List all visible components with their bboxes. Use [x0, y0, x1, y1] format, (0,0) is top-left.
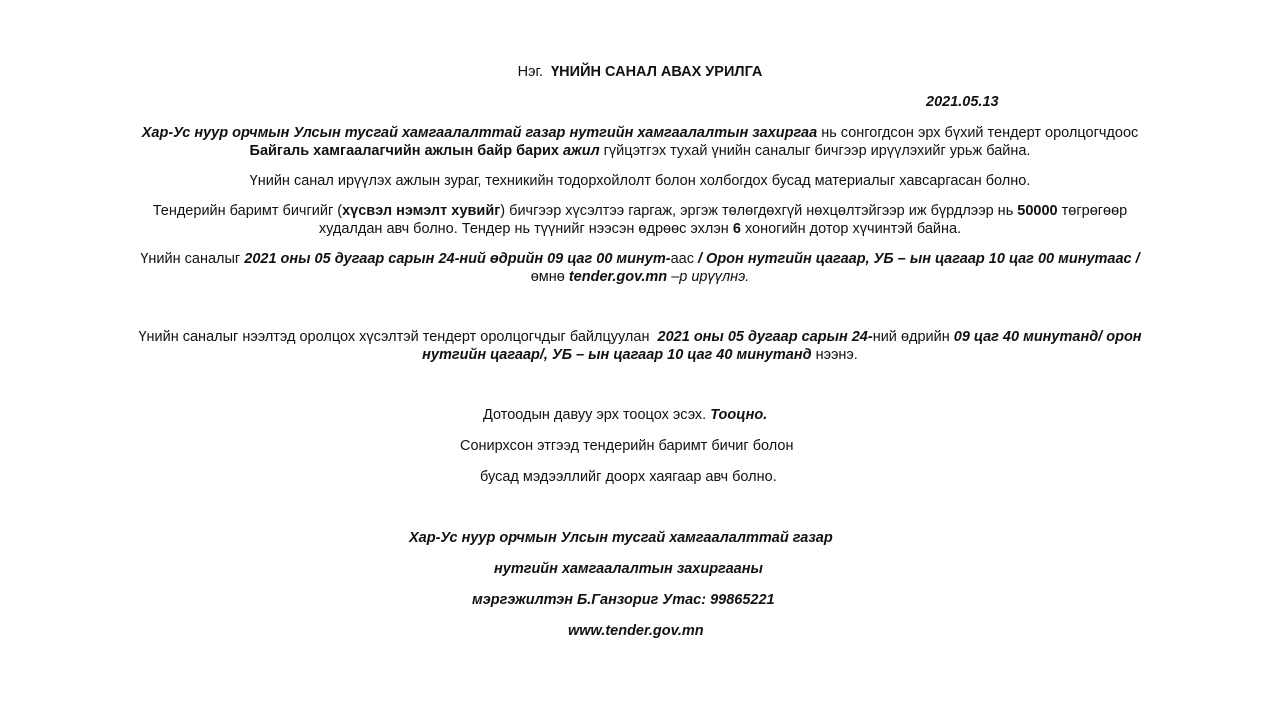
intro-text-1: нь сонгогдсон эрх бүхий тендерт оролцогчдоос: [821, 125, 1139, 141]
documents-validity-days: 6: [732, 221, 741, 237]
opening-text-3: нээнэ.: [815, 347, 858, 363]
submission-paragraph: [80, 250, 1200, 286]
materials-paragraph: Үнийн санал ирүүлэх ажлын зураг, техникийн тодорхойлолт болон холбогдох бусад материалыг хавсаргасан болно.: [249, 173, 1031, 189]
documents-text-3: төгрөгөөр: [1061, 203, 1128, 219]
submission-text-3: өмнө: [530, 269, 565, 285]
contact-org-line-2: нутгийн хамгаалалтын захиргааны: [494, 561, 763, 577]
opening-paragraph: [80, 328, 1200, 364]
intro-text-2: гүйцэтгэх тухай үнийн саналыг бичгээр ирүүлэхийг урьж байна.: [603, 143, 1031, 159]
submission-text-2: аас: [670, 251, 694, 267]
intro-project-work: ажил: [562, 143, 600, 159]
documents-option: хүсвэл нэмэлт хувийг: [342, 203, 501, 219]
opening-date: 2021 оны 05 дугаар сарын 24-: [657, 329, 873, 345]
notice-title: ҮНИЙН САНАЛ АВАХ УРИЛГА: [551, 64, 763, 80]
contact-org-line-1: Хар-Ус нуур орчмын Улсын тусгай хамгаалалттай газар: [409, 530, 833, 546]
preference-value: Тооцно.: [710, 407, 768, 423]
info-line-2: бусад мэдээллийг доорх хаягаар авч болно.: [480, 469, 777, 485]
notice-prefix: Нэг.: [517, 64, 544, 80]
intro-org: Хар-Ус нуур орчмын Улсын тусгай хамгаалалттай газар нутгийн хамгаалалтын захиргаа: [141, 125, 818, 141]
documents-text-1: Тендерийн баримт бичгийг (: [152, 203, 343, 219]
intro-paragraph: [80, 124, 1200, 160]
submission-deadline: 2021 оны 05 дугаар сарын 24-ний өдрийн 09 цаг 00 минут-: [244, 251, 671, 267]
submission-site: tender.gov.mn: [568, 269, 668, 285]
submission-text-1: Үнийн саналыг: [140, 251, 241, 267]
submission-text-4: –р ирүүлнэ.: [671, 269, 750, 285]
documents-paragraph: [80, 202, 1200, 238]
documents-text-2: ) бичгээр хүсэлтээ гаргаж, эргэж төлөгдөхгүй нөхцөлтэйгээр иж бүрдлээр нь: [500, 203, 1014, 219]
notice-date: 2021.05.13: [926, 94, 999, 110]
documents-text-5: хоногийн дотор хүчинтэй байна.: [744, 221, 962, 237]
info-line-1: Сонирхсон этгээд тендерийн баримт бичиг болон: [460, 438, 794, 454]
preference-text: Дотоодын давуу эрх тооцох эсэх.: [483, 407, 707, 423]
submission-local-time: / Орон нутгийн цагаар, УБ – ын цагаар 10 цаг 00 минутаас /: [697, 251, 1140, 267]
contact-person: мэргэжилтэн Б.Ганзориг Утас: 99865221: [472, 592, 775, 608]
opening-time-2: нутгийн цагаар/, УБ – ын цагаар 10 цаг 40 минутанд: [422, 347, 812, 363]
documents-fee: 50000: [1017, 203, 1058, 219]
opening-text-1: Үнийн саналыг нээлтэд оролцох хүсэлтэй тендерт оролцогчдыг байлцуулан: [138, 329, 650, 345]
intro-project: Байгаль хамгаалагчийн ажлын байр барих: [249, 143, 559, 159]
opening-time: 09 цаг 40 минутанд/ орон: [953, 329, 1142, 345]
notice-heading: [80, 63, 1200, 81]
documents-text-4: худалдан авч болно. Тендер нь түүнийг нээсэн өдрөөс эхлэн: [318, 221, 729, 237]
opening-text-2: ний өдрийн: [872, 329, 950, 345]
contact-website: www.tender.gov.mn: [568, 623, 704, 639]
